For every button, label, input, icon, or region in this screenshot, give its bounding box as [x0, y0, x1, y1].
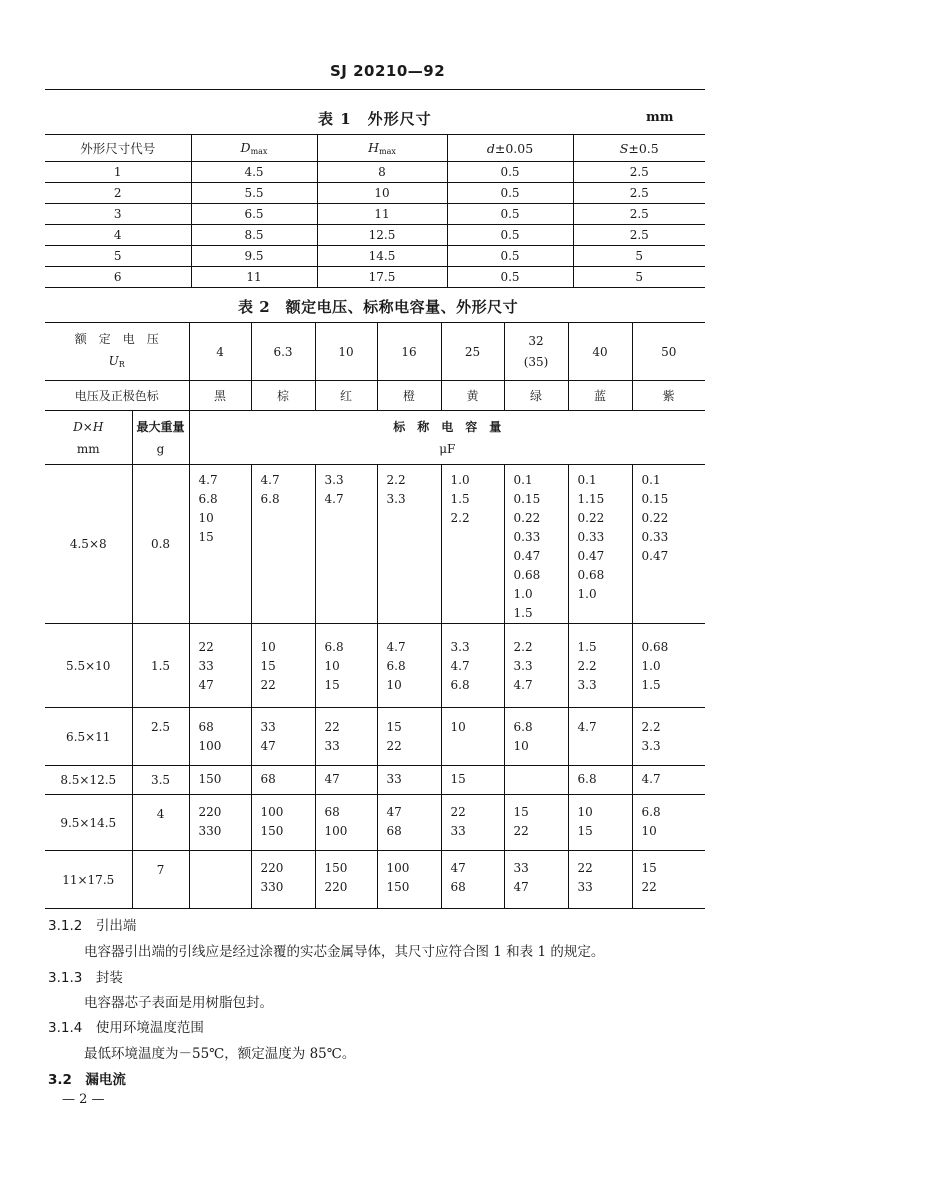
color-label: 电压及正极色标: [45, 381, 189, 411]
capacitance-cell: 33 47: [251, 708, 315, 766]
size-cell: 4.5×8: [45, 465, 132, 624]
capacitance-cell: 0.1 1.15 0.22 0.33 0.47 0.68 1.0: [568, 465, 632, 624]
document-number: SJ 20210—92: [330, 62, 446, 80]
table1-dimensions: [45, 134, 705, 288]
table-cell: 14.5: [317, 246, 447, 267]
capacitance-cell: 47 68: [441, 851, 504, 909]
size-cell: 9.5×14.5: [45, 795, 132, 851]
section-number: 3.1.3: [48, 970, 83, 986]
page-number: — 2 —: [62, 1092, 105, 1107]
capacitance-cell: 0.1 0.15 0.22 0.33 0.47 0.68 1.0 1.5: [504, 465, 568, 624]
capacitance-cell: 22 33: [441, 795, 504, 851]
table-cell: 0.5: [447, 246, 573, 267]
table-cell: 8: [317, 162, 447, 183]
capacitance-cell: 0.68 1.0 1.5: [632, 624, 705, 708]
table-cell: 11: [191, 267, 317, 288]
section-number: 3.1.2: [48, 918, 83, 934]
weight-cell: 7: [132, 851, 189, 909]
capacitance-cell: 2.2 3.3: [632, 708, 705, 766]
voltage-value: 40: [568, 323, 632, 381]
weight-cell: 4: [132, 795, 189, 851]
capacitance-cell: 4.7 6.8: [251, 465, 315, 624]
capacitance-label: 标 称 电 容 量: [393, 419, 502, 434]
table-cell: 2.5: [573, 204, 705, 225]
capacitance-cell: 150 220: [315, 851, 377, 909]
weight-unit: g: [156, 441, 165, 456]
voltage-value: 32 (35): [504, 323, 568, 381]
capacitance-cell: 47 68: [377, 795, 441, 851]
s-tolerance: ±0.5: [628, 140, 659, 156]
color-code: 绿: [504, 381, 568, 411]
capacitance-cell: 220 330: [251, 851, 315, 909]
voltage-value: 25: [441, 323, 504, 381]
section-title: 使用环境温度范围: [95, 1020, 204, 1036]
table-cell: 2: [45, 183, 191, 204]
table-row: [45, 267, 705, 288]
dh-label: D×H: [73, 419, 104, 434]
column-header-row: [45, 411, 705, 465]
dh-unit: mm: [76, 441, 100, 456]
hmax-symbol: H: [368, 140, 380, 155]
section-number: 3.1.4: [48, 1020, 83, 1036]
capacitance-cell: 15: [441, 766, 504, 795]
capacitance-cell: 68 100: [189, 708, 251, 766]
capacitance-cell: 33: [377, 766, 441, 795]
color-code: 黑: [189, 381, 251, 411]
color-code: 黄: [441, 381, 504, 411]
section-title: 封装: [95, 970, 123, 986]
table-cell: 4: [45, 225, 191, 246]
capacitance-cell: 220 330: [189, 795, 251, 851]
capacitance-header: [189, 411, 705, 465]
dmax-symbol: D: [240, 140, 251, 155]
section-3-2-heading: [48, 1068, 126, 1088]
table-cell: 6.5: [191, 204, 317, 225]
size-cell: 5.5×10: [45, 624, 132, 708]
table-cell: 1: [45, 162, 191, 183]
voltage-row: [45, 323, 705, 381]
capacitance-cell: 22 33 47: [189, 624, 251, 708]
capacitance-cell: 47: [315, 766, 377, 795]
table-row: [45, 624, 705, 708]
dmax-subscript: max: [250, 147, 268, 156]
voltage-symbol: U: [108, 353, 119, 368]
table-cell: 6: [45, 267, 191, 288]
section-3-1-4-heading: [48, 1016, 204, 1036]
d-symbol: d: [486, 140, 495, 156]
voltage-value: 50: [632, 323, 705, 381]
table2-ratings: [45, 322, 705, 909]
table-cell: 9.5: [191, 246, 317, 267]
table-row: [45, 204, 705, 225]
color-code: 紫: [632, 381, 705, 411]
table1-header-d: [447, 135, 573, 162]
capacitance-cell: 15 22: [504, 795, 568, 851]
capacitance-cell: 100 150: [251, 795, 315, 851]
table-cell: 0.5: [447, 267, 573, 288]
section-3-1-2-text: 电容器引出端的引线应是经过涂覆的实芯金属导体，其尺寸应符合图 1 和表 1 的规定。: [84, 944, 605, 960]
size-cell: 6.5×11: [45, 708, 132, 766]
table1-header-code: 外形尺寸代号: [45, 135, 191, 162]
capacitance-unit: μF: [439, 441, 456, 456]
table-cell: 8.5: [191, 225, 317, 246]
table-cell: 11: [317, 204, 447, 225]
color-code: 棕: [251, 381, 315, 411]
section-3-1-3-heading: [48, 966, 123, 986]
table-row: [45, 766, 705, 795]
section-title: 引出端: [95, 918, 137, 934]
capacitance-cell: 68 100: [315, 795, 377, 851]
capacitance-cell: 4.7 6.8 10: [377, 624, 441, 708]
capacitance-cell: 15 22: [377, 708, 441, 766]
capacitance-cell: 6.8 10: [632, 795, 705, 851]
hmax-subscript: max: [379, 147, 396, 156]
table-cell: 10: [317, 183, 447, 204]
capacitance-cell: 6.8 10: [504, 708, 568, 766]
table-cell: 2.5: [573, 162, 705, 183]
table-cell: 0.5: [447, 162, 573, 183]
table-cell: 12.5: [317, 225, 447, 246]
capacitance-cell: 6.8: [568, 766, 632, 795]
table1-title: 表 1 外形尺寸: [318, 110, 432, 128]
weight-cell: 3.5: [132, 766, 189, 795]
table-cell: 3: [45, 204, 191, 225]
table1-header-s: [573, 135, 705, 162]
weight-header: [132, 411, 189, 465]
capacitance-cell: 10 15: [568, 795, 632, 851]
section-3-1-3-text: 电容器芯子表面是用树脂包封。: [84, 995, 273, 1011]
capacitance-cell: [189, 851, 251, 909]
table-row: [45, 795, 705, 851]
table1-header-dmax: [191, 135, 317, 162]
table-row: [45, 162, 705, 183]
table-cell: 5: [45, 246, 191, 267]
section-title: 漏电流: [85, 1072, 126, 1088]
table-cell: 5: [573, 246, 705, 267]
color-code: 蓝: [568, 381, 632, 411]
table-row: [45, 183, 705, 204]
capacitance-cell: 4.7: [632, 766, 705, 795]
voltage-label-cell: [45, 323, 189, 381]
table-cell: 2.5: [573, 225, 705, 246]
s-symbol: S: [619, 140, 629, 156]
capacitance-cell: 1.0 1.5 2.2: [441, 465, 504, 624]
capacitance-cell: 68: [251, 766, 315, 795]
table2-title: 表 2 额定电压、标称电容量、外形尺寸: [238, 298, 519, 316]
voltage-label: 额 定 电 压: [74, 331, 159, 346]
weight-cell: 0.8: [132, 465, 189, 624]
voltage-value: 6.3: [251, 323, 315, 381]
voltage-symbol-cell: [45, 350, 189, 376]
capacitance-cell: 3.3 4.7 6.8: [441, 624, 504, 708]
voltage-value: 10: [315, 323, 377, 381]
capacitance-cell: 6.8 10 15: [315, 624, 377, 708]
dh-header: [45, 411, 132, 465]
capacitance-cell: 1.5 2.2 3.3: [568, 624, 632, 708]
capacitance-cell: 22 33: [315, 708, 377, 766]
capacitance-cell: 2.2 3.3 4.7: [504, 624, 568, 708]
color-code: 红: [315, 381, 377, 411]
color-code: 橙: [377, 381, 441, 411]
voltage-value: 4: [189, 323, 251, 381]
capacitance-cell: 15 22: [632, 851, 705, 909]
voltage-value: 16: [377, 323, 441, 381]
section-3-1-2-heading: [48, 914, 136, 934]
weight-cell: 1.5: [132, 624, 189, 708]
table-row: [45, 465, 705, 624]
capacitance-cell: 10 15 22: [251, 624, 315, 708]
table1-unit: mm: [646, 110, 674, 125]
capacitance-cell: 150: [189, 766, 251, 795]
table-cell: 5: [573, 267, 705, 288]
table-cell: 0.5: [447, 225, 573, 246]
color-row: [45, 381, 705, 411]
weight-cell: 2.5: [132, 708, 189, 766]
capacitance-cell: 100 150: [377, 851, 441, 909]
table1-header-row: [45, 135, 705, 162]
header-rule: [45, 89, 705, 90]
table-cell: 2.5: [573, 183, 705, 204]
capacitance-cell: 4.7: [568, 708, 632, 766]
table-row: [45, 225, 705, 246]
table-cell: 17.5: [317, 267, 447, 288]
table1-header-hmax: [317, 135, 447, 162]
weight-label: 最大重量: [136, 419, 185, 434]
capacitance-cell: 33 47: [504, 851, 568, 909]
section-3-1-4-text: 最低环境温度为－55℃，额定温度为 85℃。: [84, 1046, 356, 1062]
capacitance-cell: 3.3 4.7: [315, 465, 377, 624]
section-number: 3.2: [48, 1072, 72, 1088]
table-row: [45, 708, 705, 766]
voltage-subscript: R: [118, 359, 125, 369]
size-cell: 8.5×12.5: [45, 766, 132, 795]
table-cell: 5.5: [191, 183, 317, 204]
table-row: [45, 246, 705, 267]
capacitance-cell: 22 33: [568, 851, 632, 909]
table-cell: 0.5: [447, 204, 573, 225]
capacitance-cell: 10: [441, 708, 504, 766]
capacitance-cell: 4.7 6.8 10 15: [189, 465, 251, 624]
table-row: [45, 851, 705, 909]
capacitance-cell: 2.2 3.3: [377, 465, 441, 624]
capacitance-cell: 0.1 0.15 0.22 0.33 0.47: [632, 465, 705, 624]
d-tolerance: ±0.05: [494, 140, 534, 156]
table-cell: 0.5: [447, 183, 573, 204]
table-cell: 4.5: [191, 162, 317, 183]
capacitance-cell: [504, 766, 568, 795]
size-cell: 11×17.5: [45, 851, 132, 909]
